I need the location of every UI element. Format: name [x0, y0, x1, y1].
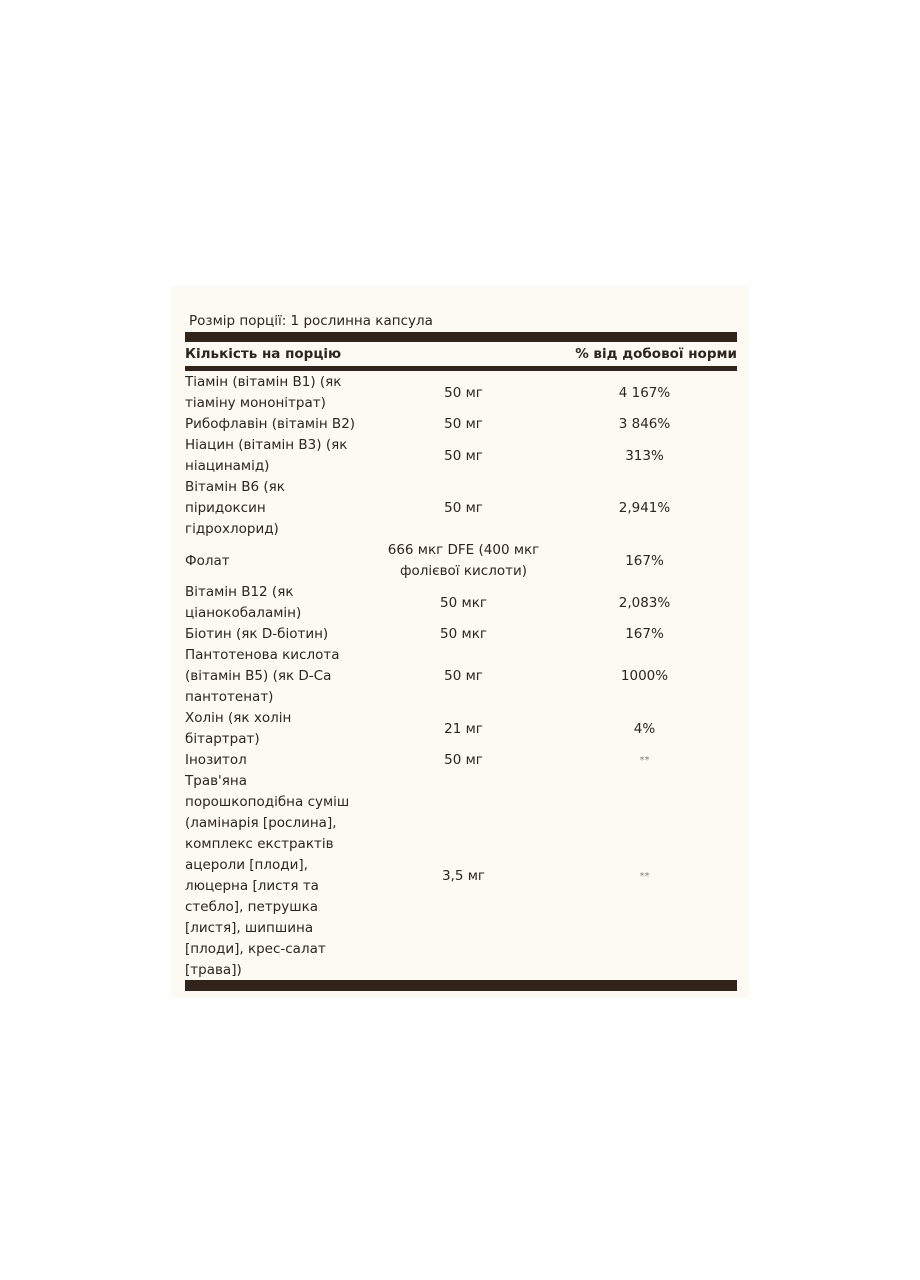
- nutrient-name-line: Вітамін B6 (як: [185, 479, 285, 495]
- nutrient-name: [185, 582, 375, 624]
- nutrient-name: [185, 551, 375, 572]
- nutrient-rows: [185, 372, 737, 981]
- nutrient-name-line: бітартрат): [185, 731, 260, 747]
- nutrient-name-line: піридоксин: [185, 500, 266, 516]
- nutrient-name: [185, 708, 375, 750]
- nutrient-daily-value: 4 167%: [618, 384, 671, 401]
- nutrient-name: [185, 414, 375, 435]
- nutrient-daily-value: 167%: [625, 626, 664, 642]
- nutrient-row: [185, 771, 737, 981]
- nutrient-amount-line: 21 мг: [444, 720, 483, 737]
- nutrient-name: [185, 435, 375, 477]
- nutrient-name-line: ацероли [плоди],: [185, 857, 308, 873]
- nutrient-daily-value: 1000%: [620, 668, 669, 684]
- bottom-divider-bar: [185, 980, 737, 991]
- nutrient-amount-line: 50 мкг: [440, 626, 487, 642]
- nutrient-name: [185, 477, 375, 540]
- nutrient-amount-line: 50 мкг: [440, 594, 487, 611]
- nutrient-amount: [375, 446, 552, 467]
- nutrient-name-line: Інозитол: [185, 752, 247, 768]
- nutrient-amount: [375, 540, 552, 582]
- header-daily-value: % від добової норми: [575, 346, 737, 362]
- nutrient-daily-value: 313%: [625, 447, 664, 464]
- nutrient-name-line: Біотин (як D-біотин): [185, 626, 329, 642]
- nutrient-name-line: пантотенат): [185, 689, 274, 705]
- nutrient-row: [185, 582, 737, 624]
- top-divider-bar: [185, 332, 737, 342]
- nutrient-name-line: Рибофлавін (вітамін B2): [185, 416, 356, 432]
- nutrient-name-line: стебло], петрушка: [185, 899, 318, 915]
- nutrient-name-line: [листя], шипшина: [185, 920, 314, 936]
- nutrient-row: [185, 540, 737, 582]
- nutrient-name: [185, 372, 375, 414]
- nutrient-name-line: Трав'яна: [185, 773, 247, 789]
- header-amount-per-serving: Кількість на порцію: [185, 346, 342, 362]
- nutrient-name-line: [плоди], крес-салат: [185, 941, 326, 957]
- nutrient-name-line: Вітамін B12 (як: [185, 584, 294, 600]
- nutrient-daily-value: 167%: [625, 552, 664, 569]
- nutrient-amount-line: 50 мг: [444, 500, 483, 516]
- nutrient-name: [185, 624, 375, 645]
- nutrient-name-line: Холін (як холін: [185, 710, 292, 726]
- nutrient-daily-value: 2,083%: [618, 594, 671, 611]
- nutrient-amount-line: 50 мг: [444, 752, 483, 768]
- nutrient-name-line: Тіамін (вітамін B1) (як: [185, 374, 342, 390]
- nutrient-daily-value: 3 846%: [618, 416, 671, 432]
- nutrient-amount: [375, 593, 552, 614]
- nutrient-daily-value: 2,941%: [618, 500, 671, 516]
- nutrient-row: [185, 477, 737, 540]
- nutrient-amount: [375, 719, 552, 740]
- nutrient-name: [185, 771, 375, 981]
- table-header: [185, 346, 737, 366]
- nutrient-amount-line: 50 мг: [444, 384, 483, 401]
- nutrient-name-line: порошкоподібна суміш: [185, 794, 350, 810]
- nutrient-amount: [375, 498, 552, 519]
- nutrient-amount: [375, 414, 552, 435]
- nutrient-name-line: ніацинамід): [185, 458, 270, 474]
- nutrient-row: [185, 414, 737, 435]
- nutrient-amount-line: 50 мг: [444, 668, 483, 684]
- nutrient-name-line: комплекс екстрактів: [185, 836, 334, 852]
- nutrient-daily-value: **: [639, 755, 650, 766]
- header-divider-bar: [185, 366, 737, 371]
- nutrient-name-line: люцерна [листя та: [185, 878, 319, 894]
- nutrient-amount: [375, 383, 552, 404]
- serving-size: Розмір порції: 1 рослинна капсула: [189, 313, 433, 329]
- nutrient-name-line: Ніацин (вітамін B3) (як: [185, 437, 348, 453]
- nutrient-amount: [375, 750, 552, 771]
- nutrient-name-line: (ламінарія [рослина],: [185, 815, 337, 831]
- nutrient-row: [185, 645, 737, 708]
- nutrient-row: [185, 435, 737, 477]
- nutrient-daily-value: 4%: [633, 720, 656, 737]
- nutrient-name: [185, 645, 375, 708]
- nutrient-name-line: тіаміну мононітрат): [185, 395, 326, 411]
- nutrient-row: [185, 372, 737, 414]
- nutrient-name: [185, 750, 375, 771]
- nutrient-name-line: (вітамін B5) (як D-Ca: [185, 668, 332, 684]
- nutrient-amount: [375, 866, 552, 887]
- nutrient-amount-line: 50 мг: [444, 447, 483, 464]
- nutrient-row: [185, 624, 737, 645]
- nutrient-name-line: Пантотенова кислота: [185, 647, 340, 663]
- nutrient-amount: [375, 666, 552, 687]
- nutrient-name-line: [трава]): [185, 962, 242, 978]
- nutrient-amount-line: 666 мкг DFE (400 мкг: [387, 542, 540, 558]
- nutrient-amount: [375, 624, 552, 645]
- nutrient-amount-line: 50 мг: [444, 416, 483, 432]
- nutrient-daily-value: **: [639, 870, 650, 882]
- nutrient-amount-line: 3,5 мг: [441, 867, 486, 884]
- nutrient-row: [185, 750, 737, 771]
- supplement-facts-panel: [171, 286, 749, 998]
- nutrient-name-line: Фолат: [185, 552, 230, 569]
- nutrient-name-line: гідрохлорид): [185, 521, 279, 537]
- nutrient-row: [185, 708, 737, 750]
- nutrient-name-line: ціанокобаламін): [185, 605, 302, 621]
- nutrient-amount-line: фолієвої кислоти): [400, 563, 527, 579]
